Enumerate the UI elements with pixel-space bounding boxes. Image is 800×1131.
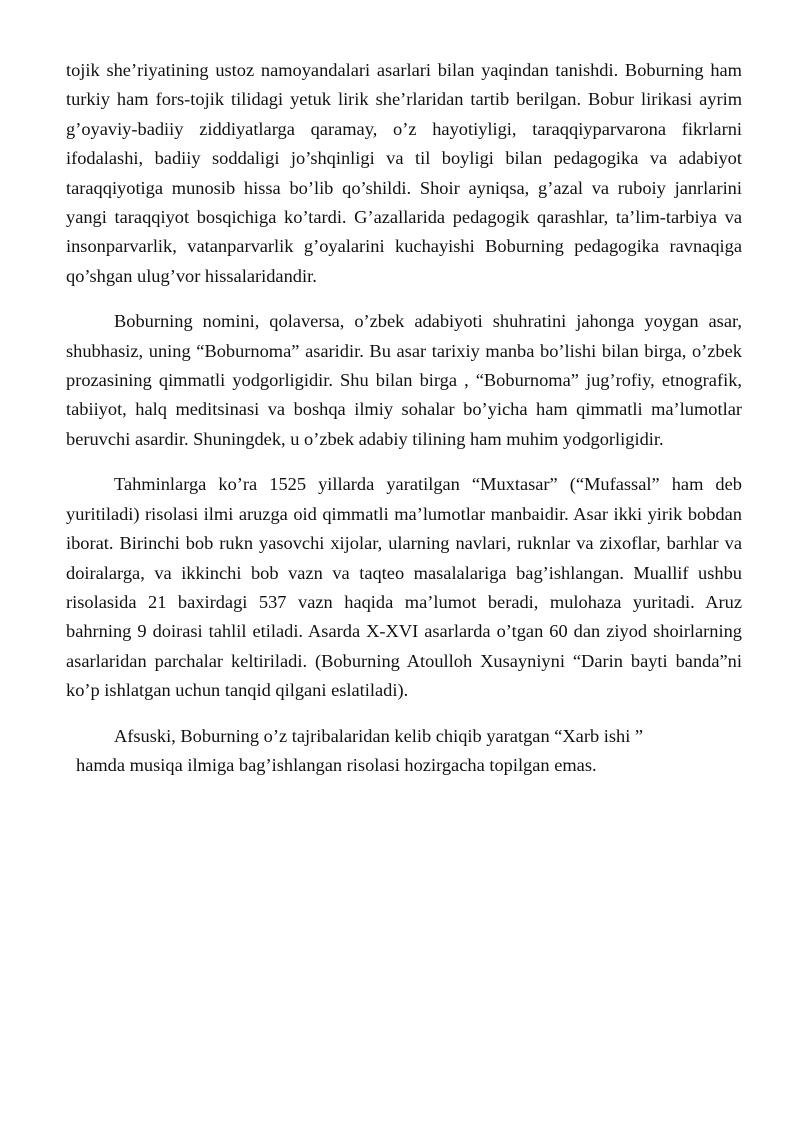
document-page	[66, 56, 742, 780]
paragraph-4	[66, 722, 742, 781]
paragraph-4-line-2: hamda musiqa ilmiga bag’ishlangan risolasi hozirgacha topilgan emas.	[76, 754, 597, 775]
paragraph-2: Boburning nomini, qolaversa, o’zbek adabiyoti shuhratini jahonga yoygan asar, shubhasiz, uning “Boburnoma” asaridir. Bu asar tarixiy manba bo’lishi bilan birga, o’zbek prozasining qimmatli yodgorligidir. Shu bilan birga , “Boburnoma” jug’rofiy, etnografik, tabiiyot, halq meditsinasi va boshqa ilmiy sohalar bo’yicha ham qimmatli ma’lumotlar beruvchi asardir. Shuningdek, u o’zbek adabiy tilining ham muhim yodgorligidir.	[66, 311, 742, 449]
paragraph-4-line-1: Afsuski, Boburning o’z tajribalaridan kelib chiqib yaratgan “Xarb ishi ”	[114, 725, 644, 746]
paragraph-3: Tahminlarga ko’ra 1525 yillarda yaratilgan “Muxtasar” (“Mufassal” ham deb yuritiladi) risolasi ilmi aruzga oid qimmatli ma’lumotlar manbaidir. Asar ikki yirik bobdan iborat. Birinchi bob rukn yasovchi xijolar, ularning navlari, ruknlar va zixoflar, barhlar va doiralarga, va ikkinchi bob vazn va taqteo masalalariga bag’ishlangan. Muallif ushbu risolasida 21 baxirdagi 537 vazn haqida ma’lumot beradi, mulohaza yuritadi. Aruz bahrning 9 doirasi tahlil etiladi. Asarda X-XVI asarlarda o’tgan 60 dan ziyod shoirlarning asarlaridan parchalar keltiriladi. (Boburning Atoulloh Xusayniyni “Darin bayti banda”ni ko’p ishlatgan uchun tanqid qilgani eslatiladi).	[66, 474, 742, 701]
paragraph-1: tojik she’riyatining ustoz namoyandalari asarlari bilan yaqindan tanishdi. Boburning ham turkiy ham fors-tojik tilidagi yetuk lirik she’rlaridan tartib berilgan. Bobur lirikasi ayrim g’oyaviy-badiiy ziddiyatlarga qaramay, o’z hayotiyligi, taraqqiyparvarona fikrlarni ifodalashi, badiiy soddaligi jo’shqinligi va til boyligi bilan pedagogika va adabiyot taraqqiyotiga munosib hissa bo’lib qo’shildi. Shoir ayniqsa, g’azal va ruboiy janrlarini yangi taraqqiyot bosqichiga ko’tardi. G’azallarida pedagogik qarashlar, ta’lim-tarbiya va insonparvarlik, vatanparvarlik g’oyalarini kuchayishi Boburning pedagogika ravnaqiga qo’shgan ulug’vor hissalaridandir.	[66, 60, 742, 286]
